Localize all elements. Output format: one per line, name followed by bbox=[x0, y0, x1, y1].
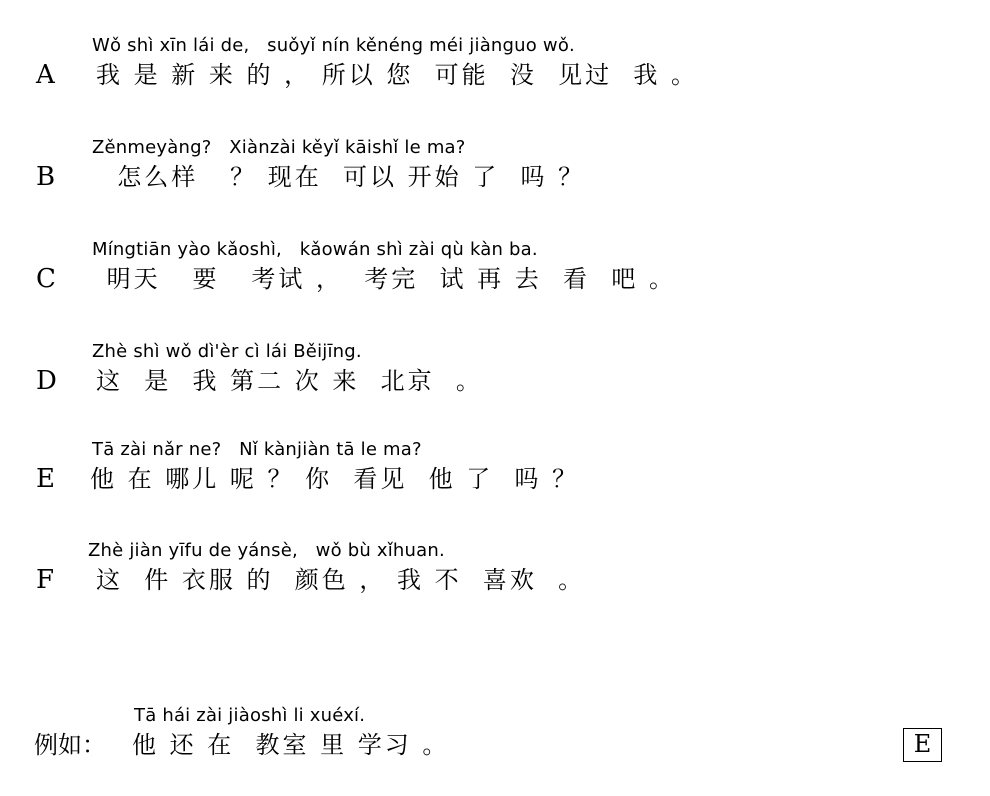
option-a-pinyin: Wǒ shì xīn lái de, suǒyǐ nín kěnéng méi jiànguo wǒ. bbox=[92, 35, 575, 56]
example-hanzi: 他 还 在 教室 里 学习 。 bbox=[132, 731, 450, 759]
option-f-pinyin: Zhè jiàn yīfu de yánsè, wǒ bù xǐhuan. bbox=[88, 540, 445, 561]
option-c-pinyin: Míngtiān yào kǎoshì, kǎowán shì zài qù kàn ba. bbox=[92, 239, 538, 260]
example-answer-box: E bbox=[903, 728, 942, 762]
option-a bbox=[0, 36, 990, 106]
option-c bbox=[0, 240, 990, 310]
option-e-letter: E bbox=[36, 464, 55, 494]
option-a-hanzi: 我 是 新 来 的 ， 所以 您 可能 没 见过 我 。 bbox=[96, 61, 699, 89]
option-f-hanzi: 这 件 衣服 的 颜色 ， 我 不 喜欢 。 bbox=[96, 566, 586, 594]
option-d bbox=[0, 342, 990, 412]
option-b-hanzi: 怎么样 ？ 现在 可以 开始 了 吗 ？ bbox=[96, 163, 586, 191]
option-a-letter: A bbox=[36, 60, 55, 90]
example bbox=[0, 706, 990, 776]
option-b-letter: B bbox=[36, 162, 56, 192]
example-pinyin: Tā hái zài jiàoshì li xuéxí. bbox=[134, 705, 366, 726]
option-f-letter: F bbox=[36, 565, 55, 595]
option-d-letter: D bbox=[36, 366, 57, 396]
option-c-hanzi: 明天 要 考试 ， 考完 试 再 去 看 吧 。 bbox=[96, 265, 676, 293]
option-e bbox=[0, 440, 990, 510]
option-f bbox=[0, 541, 990, 611]
option-b-pinyin: Zěnmeyàng? Xiànzài kěyǐ kāishǐ le ma? bbox=[92, 137, 466, 158]
option-b bbox=[0, 138, 990, 208]
example-label: 例如： bbox=[34, 731, 106, 759]
option-c-letter: C bbox=[36, 264, 56, 294]
option-d-hanzi: 这 是 我 第二 次 来 北京 。 bbox=[96, 367, 483, 395]
option-d-pinyin: Zhè shì wǒ dì'èr cì lái Běijīng. bbox=[92, 341, 362, 362]
option-e-pinyin: Tā zài nǎr ne? Nǐ kànjiàn tā le ma? bbox=[92, 439, 422, 460]
option-e-hanzi: 他 在 哪儿 呢 ？ 你 看见 他 了 吗 ？ bbox=[90, 465, 580, 493]
